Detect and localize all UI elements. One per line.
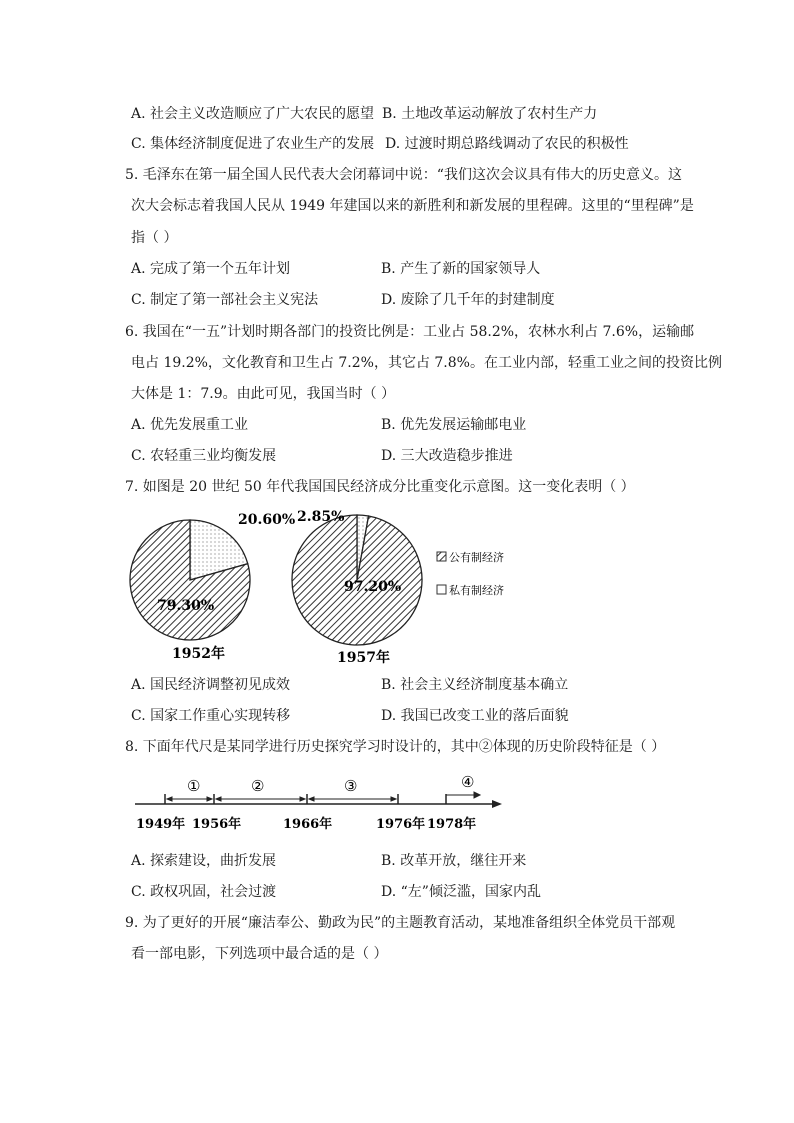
- q4-option-b: B. 土地改革运动解放了农村生产力: [382, 106, 598, 122]
- year-1976: 1976年: [376, 817, 426, 832]
- pie-chart-figure: [125, 500, 545, 670]
- q7-option-a: A. 国民经济调整初见成效: [131, 677, 291, 693]
- pie-1952-private-label: 20.60%: [238, 512, 296, 528]
- legend-public-label: 公有制经济: [449, 551, 504, 564]
- pie-1957-private-label: 2.85%: [297, 509, 345, 525]
- q6-option-b: B. 优先发展运输邮电业: [381, 417, 527, 433]
- q5-stem-line3: 指（ ）: [131, 230, 178, 246]
- q5-option-b: B. 产生了新的国家领导人: [381, 261, 541, 277]
- legend-public-swatch: [437, 552, 446, 561]
- pie-1952-year-label: 1952年: [172, 646, 225, 662]
- q8-stem-line1: 8. 下面年代尺是某同学进行历史探究学习时设计的，其中②体现的历史阶段特征是（ ）: [125, 739, 666, 755]
- year-1956: 1956年: [192, 817, 242, 832]
- q4-option-d: D. 过渡时期总路线调动了农民的积极性: [385, 136, 629, 152]
- q5-option-c: C. 制定了第一部社会主义宪法: [131, 292, 319, 308]
- q5-option-a: A. 完成了第一个五年计划: [131, 261, 291, 277]
- q7-option-c: C. 国家工作重心实现转移: [131, 708, 291, 724]
- timeline-figure: [130, 770, 510, 836]
- q8-option-c: C. 政权巩固，社会过渡: [131, 884, 277, 900]
- q7-option-d: D. 我国已改变工业的落后面貌: [381, 708, 569, 724]
- pie-1952: [130, 520, 250, 640]
- q8-option-d: D. “左”倾泛滥，国家内乱: [381, 884, 541, 900]
- pie-1957-public-label: 97.20%: [344, 579, 402, 595]
- q8-option-a: A. 探索建设，曲折发展: [131, 853, 277, 869]
- q6-stem-line1: 6. 我国在“一五”计划时期各部门的投资比例是：工业占 58.2%，农林水利占 7.6%，运输邮: [125, 324, 695, 340]
- q9-stem-line1: 9. 为了更好的开展“廉洁奉公、勤政为民”的主题教育活动，某地准备组织全体党员干部观: [125, 915, 676, 931]
- q4-option-c: C. 集体经济制度促进了农业生产的发展: [131, 136, 375, 152]
- q5-stem-line2: 次大会标志着我国人民从 1949 年建国以来的新胜利和新发展的里程碑。这里的“里程碑”是: [131, 198, 694, 214]
- year-1966: 1966年: [283, 817, 333, 832]
- timeline-arrow-icon: [492, 800, 502, 808]
- pie-1952-public-label: 79.30%: [157, 598, 215, 614]
- q9-stem-line2: 看一部电影，下列选项中最合适的是（ ）: [131, 946, 388, 962]
- legend-private-swatch: [437, 585, 446, 594]
- marker-3: ③: [344, 777, 358, 795]
- legend-private-label: 私有制经济: [449, 584, 504, 597]
- q6-option-c: C. 农轻重三业均衡发展: [131, 448, 277, 464]
- q7-stem-line1: 7. 如图是 20 世纪 50 年代我国国民经济成分比重变化示意图。这一变化表明（ ）: [125, 479, 635, 495]
- marker-2: ②: [251, 777, 265, 795]
- pie-1957-year-label: 1957年: [337, 650, 390, 666]
- year-1978: 1978年: [427, 817, 477, 832]
- q4-option-a: A. 社会主义改造顺应了广大农民的愿望: [131, 106, 375, 122]
- q6-stem-line2: 电占 19.2%，文化教育和卫生占 7.2%，其它占 7.8%。在工业内部，轻重工业之间的投资比例: [131, 355, 722, 371]
- q5-option-d: D. 废除了几千年的封建制度: [381, 292, 555, 308]
- q7-option-b: B. 社会主义经济制度基本确立: [381, 677, 569, 693]
- q6-option-a: A. 优先发展重工业: [131, 417, 249, 433]
- q6-option-d: D. 三大改造稳步推进: [381, 448, 513, 464]
- year-1949: 1949年: [136, 817, 186, 832]
- marker-1: ①: [187, 777, 201, 795]
- q5-stem-line1: 5. 毛泽东在第一届全国人民代表大会闭幕词中说：“我们这次会议具有伟大的历史意义。这: [125, 167, 682, 183]
- q8-option-b: B. 改革开放，继往开来: [381, 853, 527, 869]
- q6-stem-line3: 大体是 1：7.9。由此可见，我国当时（ ）: [131, 386, 396, 402]
- marker-4: ④: [461, 773, 475, 791]
